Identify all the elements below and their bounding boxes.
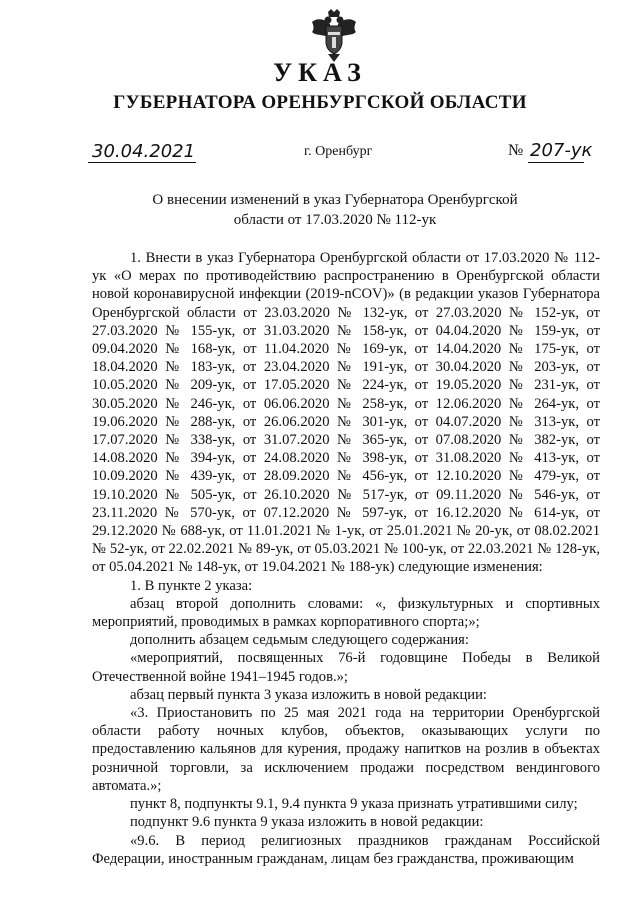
number-underline xyxy=(528,162,584,163)
paragraph: «3. Приостановить по 25 мая 2021 года на территории Оренбургской области работу ночных клубов, объектов, оказывающих услуги по предоставлению кальянов для курения, продажу напитков на розлив в объектах розничной торговли, за исключением продажи посредством вендингового автомата.»; xyxy=(92,705,600,794)
paragraph: 1. В пункте 2 указа: xyxy=(130,577,253,594)
paragraph: «мероприятий, посвященных 76-й годовщине Победы в Великой Отечественной войне 1941–1945 годов.»; xyxy=(92,650,600,685)
decree-body xyxy=(92,249,600,868)
paragraph: 1. Внести в указ Губернатора Оренбургской области от 17.03.2020 № 112-ук «О мерах по противодействию распространению в Оренбургской области новой коронавирусной инфекции (2019-nCOV)» (в редакции указов Губернатора Оренбургской области от 23.03.2020 № 132-ук, от 27.03.2020 № 152-ук, от 27.03.2020 № 155-ук, от 31.03.2020 № 158-ук, от 04.04.2020 № 159-ук, от 09.04.2020 № 168-ук, от 11.04.2020 № 169-ук, от 14.04.2020 № 175-ук, от 18.04.2020 № 183-ук, от 23.04.2020 № 191-ук, от 30.04.2020 № 203-ук, от 10.05.2020 № 209-ук, от 17.05.2020 № 224-ук, от 19.05.2020 № 231-ук, от 30.05.2020 № 246-ук, от 06.06.2020 № 258-ук, от 12.06.2020 № 264-ук, от 19.06.2020 № 288-ук, от 26.06.2020 № 301-ук, от 04.07.2020 № 313-ук, от 17.07.2020 № 338-ук, от 31.07.2020 № 365-ук, от 07.08.2020 № 382-ук, от 14.08.2020 № 394-ук, от 24.08.2020 № 398-ук, от 31.08.2020 № 413-ук, от 10.09.2020 № 439-ук, от 28.09.2020 № 456-ук, от 12.10.2020 № 479-ук, от 19.10.2020 № 505-ук, от 26.10.2020 № 517-ук, от 09.11.2020 № 546-ук, от 23.11.2020 № 570-ук, от 07.12.2020 № 597-ук, от 16.12.2020 № 614-ук, от 29.12.2020 № 688-ук, от 11.01.2021 № 1-ук, от 25.01.2021 № 20-ук, от 08.02.2021 № 52-ук, от 22.02.2021 № 89-ук, от 05.03.2021 № 100-ук, от 22.03.2021 № 128-ук, от 05.04.2021 № 148-ук, от 19.04.2021 № 188-ук) следующие изменения: xyxy=(92,250,600,576)
paragraph: абзац второй дополнить словами: «, физкультурных и спортивных мероприятий, проводимых в рамках корпоративного спорта;»; xyxy=(92,595,600,631)
document-subtitle: ГУБЕРНАТОРА ОРЕНБУРГСКОЙ ОБЛАСТИ xyxy=(113,92,527,113)
signing-date: 30.04.2021 xyxy=(92,141,196,162)
decree-number: 207-ук xyxy=(530,140,593,161)
city-label: г. Оренбург xyxy=(304,144,373,159)
date-underline xyxy=(88,162,196,163)
document-title: УКАЗ xyxy=(273,58,367,87)
paragraph: «9.6. В период религиозных праздников гражданам Российской Федерации, иностранным гражданам, лицам без гражданства, проживающим xyxy=(92,832,600,867)
number-label: № xyxy=(508,142,524,159)
coat-of-arms-icon xyxy=(306,8,362,64)
decree-subject: О внесении изменений в указ Губернатора Оренбургской области от 17.03.2020 № 112-ук xyxy=(152,192,518,228)
paragraph: абзац первый пункта 3 указа изложить в новой редакции: xyxy=(130,686,487,703)
paragraph: пункт 8, подпункты 9.1, 9.4 пункта 9 указа признать утратившими силу; xyxy=(130,796,578,813)
paragraph: подпункт 9.6 пункта 9 указа изложить в новой редакции: xyxy=(130,814,484,831)
paragraph: дополнить абзацем седьмым следующего содержания: xyxy=(130,632,469,649)
